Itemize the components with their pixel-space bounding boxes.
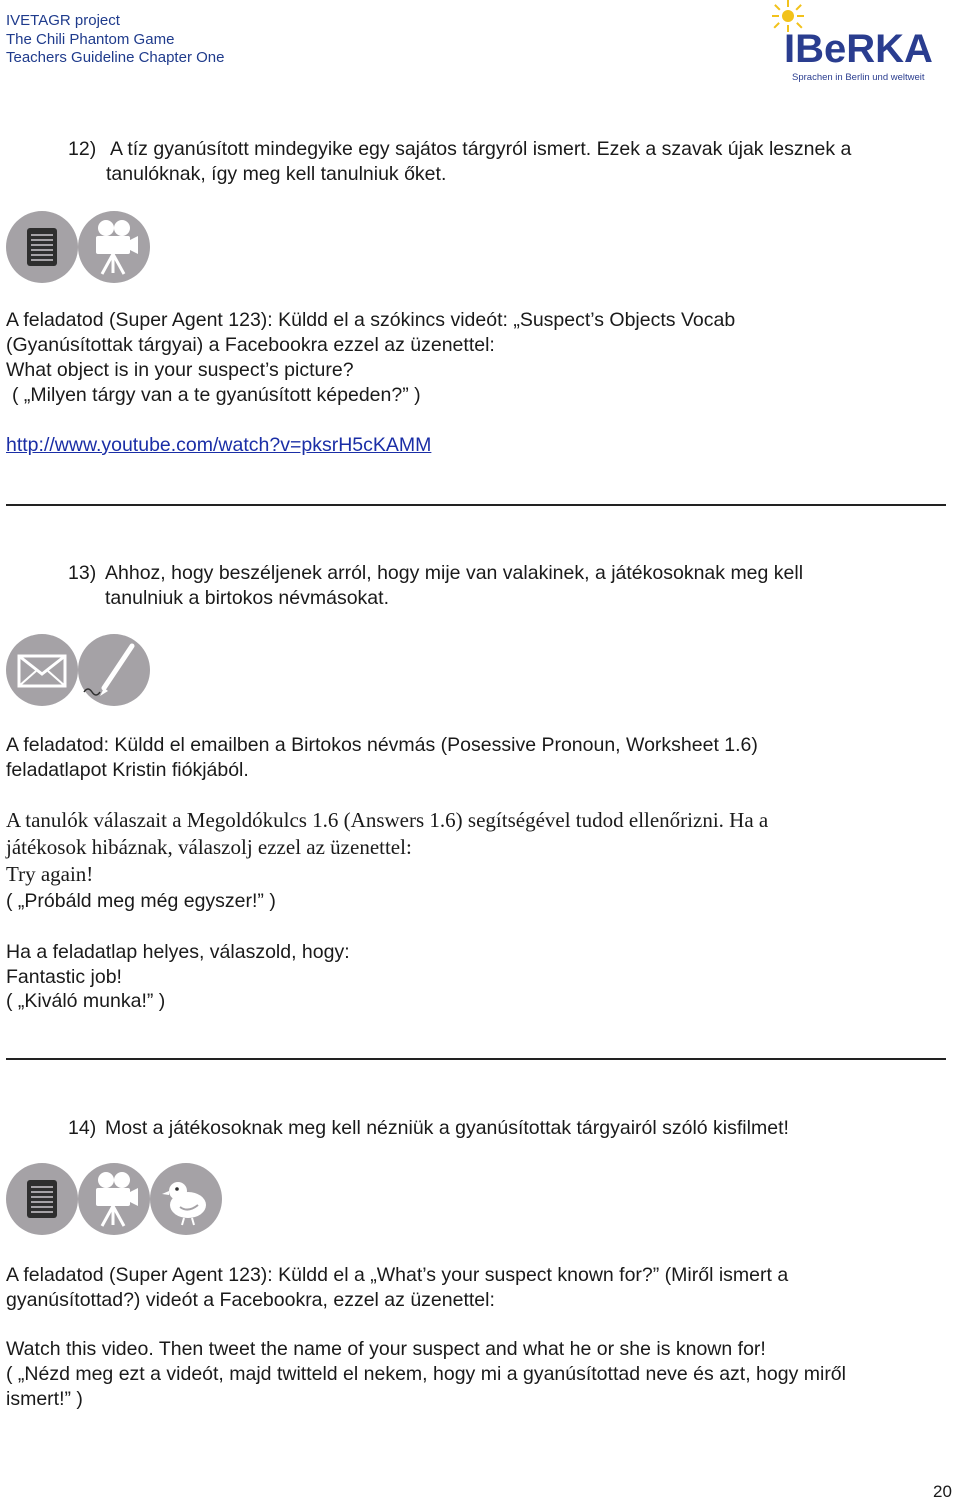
item-number-14: 14) — [68, 1117, 97, 1139]
section13-check-line3: Try again! — [6, 862, 94, 886]
bird-icon — [150, 1163, 222, 1235]
section13-intro-line1: Ahhoz, hogy beszéljenek arról, hogy mije van valakinek, a játékosoknak meg kell — [105, 562, 804, 584]
document-header — [6, 12, 224, 68]
section13-check-line2: játékosok hibáznak, válaszolj ezzel az üzenettel: — [6, 835, 412, 859]
section12-task-line1: A feladatod (Super Agent 123): Küldd el a szókincs videót: „Suspect’s Objects Vocab — [6, 309, 736, 331]
section14-task-line2: gyanúsítottad?) videót a Facebookra, ezzel az üzenettel: — [6, 1289, 495, 1311]
envelope-icon — [6, 634, 78, 706]
section14-message-line3: ismert!” ) — [6, 1388, 83, 1410]
svg-text:Sprachen in Berlin und weltwei: Sprachen in Berlin und weltweit — [792, 72, 925, 83]
film-camera-icon — [78, 1163, 150, 1235]
section13-intro-line2: tanulniuk a birtokos névmásokat. — [105, 587, 389, 609]
svg-text:IBeRKA: IBeRKA — [784, 27, 933, 71]
notes-icon — [6, 211, 78, 283]
item-number-12: 12) — [68, 138, 97, 160]
section12-intro-line2: tanulóknak, így meg kell tanulniuk őket. — [106, 163, 447, 185]
section-divider-2 — [6, 1058, 946, 1060]
section13-ok-line3: ( „Kiváló munka!” ) — [6, 990, 166, 1012]
youtube-link[interactable]: http://www.youtube.com/watch?v=pksrH5cKAMM — [6, 434, 432, 456]
iberika-logo — [770, 0, 952, 86]
section12-intro-line1: A tíz gyanúsított mindegyike egy sajátos tárgyról ismert. Ezek a szavak újak lesznek a — [110, 138, 852, 160]
notes-icon — [6, 1163, 78, 1235]
section13-task-line2: feladatlapot Kristin fiókjából. — [6, 759, 249, 781]
section13-check-line4: ( „Próbáld meg még egyszer!” ) — [6, 890, 276, 912]
section14-task-line1: A feladatod (Super Agent 123): Küldd el a „What’s your suspect known for?” (Miről ismert a — [6, 1264, 789, 1286]
section12-task-line3: What object is in your suspect’s picture? — [6, 359, 354, 381]
item-number-13: 13) — [68, 562, 97, 584]
header-guideline: Teachers Guideline Chapter One — [6, 49, 225, 66]
section13-ok-line1: Ha a feladatlap helyes, válaszold, hogy: — [6, 941, 350, 963]
page-number: 20 — [933, 1482, 952, 1501]
section-divider-1 — [6, 504, 946, 506]
section13-ok-line2: Fantastic job! — [6, 966, 122, 988]
pen-icon — [78, 634, 150, 706]
section13-check-line1: A tanulók válaszait a Megoldókulcs 1.6 (Answers 1.6) segítségével tudod ellenőrizni. Ha a — [6, 808, 769, 832]
header-project: IVETAGR project — [6, 12, 120, 29]
section12-task-line4: ( „Milyen tárgy van a te gyanúsított képeden?” ) — [12, 384, 421, 406]
section14-message-line1: Watch this video. Then tweet the name of your suspect and what he or she is known for! — [6, 1338, 766, 1360]
section14-intro-line1: Most a játékosoknak meg kell nézniük a gyanúsítottak tárgyairól szóló kisfilmet! — [105, 1117, 789, 1139]
section12-task-line2: (Gyanúsítottak tárgyai) a Facebookra ezzel az üzenettel: — [6, 334, 495, 356]
film-camera-icon — [78, 211, 150, 283]
section14-message-line2: ( „Nézd meg ezt a videót, majd twitteld el nekem, hogy mi a gyanúsítottad neve és azt, hogy miről — [6, 1363, 846, 1385]
header-game: The Chili Phantom Game — [6, 30, 175, 48]
section13-task-line1: A feladatod: Küldd el emailben a Birtokos névmás (Posessive Pronoun, Worksheet 1.6) — [6, 734, 758, 756]
